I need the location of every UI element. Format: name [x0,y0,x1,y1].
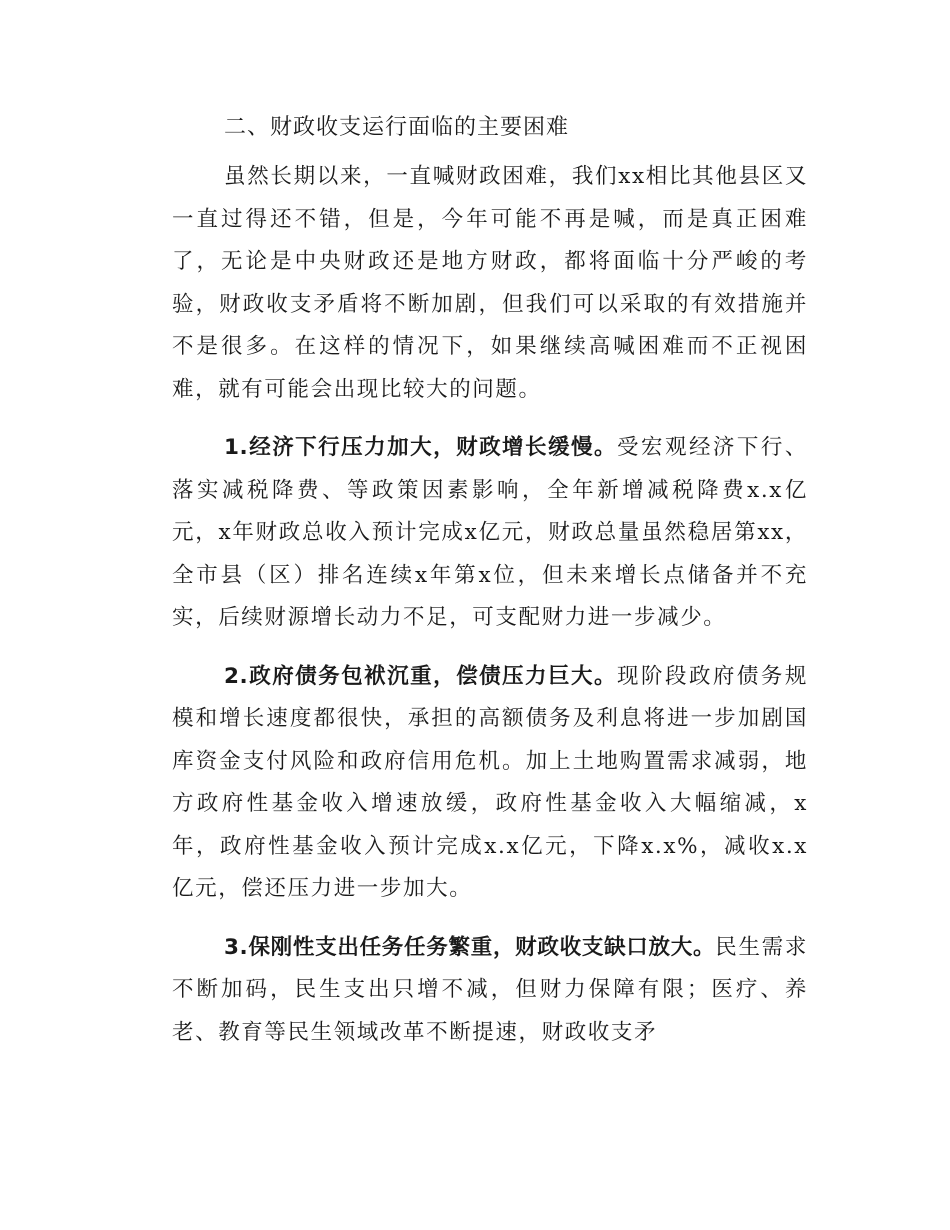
intro-paragraph: 虽然长期以来，一直喊财政困难，我们xx相比其他县区又一直过得还不错，但是，今年可能不再是喊，而是真正困难了，无论是中央财政还是地方财政，都将面临十分严峻的考验，财政收支矛盾将不断加剧，但我们可以采取的有效措施并不是很多。在这样的情况下，如果继续高喊困难而不正视困难，就有可能会出现比较大的问题。 [172,164,808,402]
item-body-1: 受宏观经济下行、落实减税降费、等政策因素影响，全年新增减税降费x.x亿元，x年财政总收入预计完成x亿元，财政总量虽然稳居第xx，全市县（区）排名连续x年第x位，但未来增长点储备并不充实，后续财源增长动力不足，可支配财力进一步减少。 [172,435,808,630]
item-paragraph-3 [172,927,808,1055]
item-lead-3: 3.保刚性支出任务任务繁重，财政收支缺口放大。 [224,934,716,960]
document-page [172,108,808,1070]
section-heading: 二、财政收支运行面临的主要困难 [224,115,570,140]
item-paragraph-1 [172,427,808,640]
item-paragraph-2 [172,656,808,911]
item-lead-1: 1.经济下行压力加大，财政增长缓慢。 [224,435,617,460]
item-body-3: 民生需求不断加码，民生支出只增不减，但财力保障有限；医疗、养老、教育等民生领域改革不断提速，财政收支矛 [172,934,808,1045]
item-lead-2: 2.政府债务包袱沉重，偿债压力巨大。 [224,663,617,689]
item-body-2: 现阶段政府债务规模和增长速度都很快，承担的高额债务及利息将进一步加剧国库资金支付风险和政府信用危机。加上土地购置需求减弱，地方政府性基金收入增速放缓，政府性基金收入大幅缩减，x年，政府性基金收入预计完成x.x亿元，下降x.x%，减收x.x亿元，偿还压力进一步加大。 [172,663,808,901]
